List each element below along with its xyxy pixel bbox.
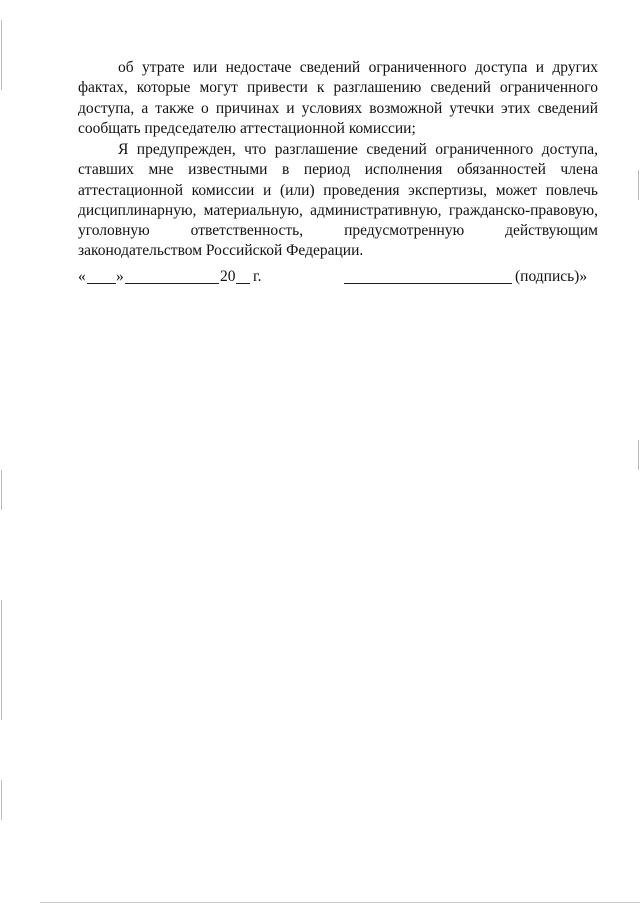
paragraph-line: ставших мне известными в период исполнения обязанностей члена: [78, 161, 598, 179]
signature-label: (подпись)»: [515, 268, 588, 285]
scan-edge-mark: [1, 20, 2, 90]
year-prefix: 20: [220, 268, 236, 285]
paragraph-line: Я предупрежден, что разглашение сведений ограниченного доступа,: [118, 141, 598, 158]
paragraph-line: об утрате или недостаче сведений ограниченного доступа и других: [118, 59, 598, 76]
scan-edge-mark: [638, 170, 639, 200]
paragraph-line: доступа, а также о причинах и условиях возможной утечки этих сведений: [78, 99, 598, 117]
scan-edge-mark: [1, 470, 2, 510]
paragraph-liability-warning: [78, 140, 598, 262]
scan-edge-mark: [638, 440, 639, 470]
signature-blank-line: [344, 283, 512, 284]
paragraph-loss-reporting: [78, 58, 598, 139]
date-close-quote: »: [116, 268, 124, 285]
paragraph-line: сообщать председателю аттестационной комиссии;: [78, 119, 416, 137]
year-blank-line: [236, 283, 250, 284]
scan-edge-mark: [1, 780, 2, 820]
scan-edge-mark: [1, 600, 2, 720]
day-blank-line: [87, 283, 116, 284]
paragraph-line: дисциплинарную, материальную, административную, гражданско-правовую,: [78, 201, 598, 219]
paragraph-line: законодательством Российской Федерации.: [78, 242, 364, 260]
paragraph-line: аттестационной комиссии и (или) проведения экспертизы, может повлечь: [78, 181, 598, 199]
scan-edge-mark: [40, 902, 640, 903]
paragraph-line: фактах, которые могут привести к разглашению сведений ограниченного: [78, 79, 598, 97]
signature-date-row: [78, 267, 598, 291]
paragraph-line: уголовную ответственность, предусмотренную действующим: [78, 222, 598, 240]
month-blank-line: [125, 283, 219, 284]
year-suffix: г.: [253, 268, 262, 285]
date-open-quote: «: [78, 268, 86, 285]
